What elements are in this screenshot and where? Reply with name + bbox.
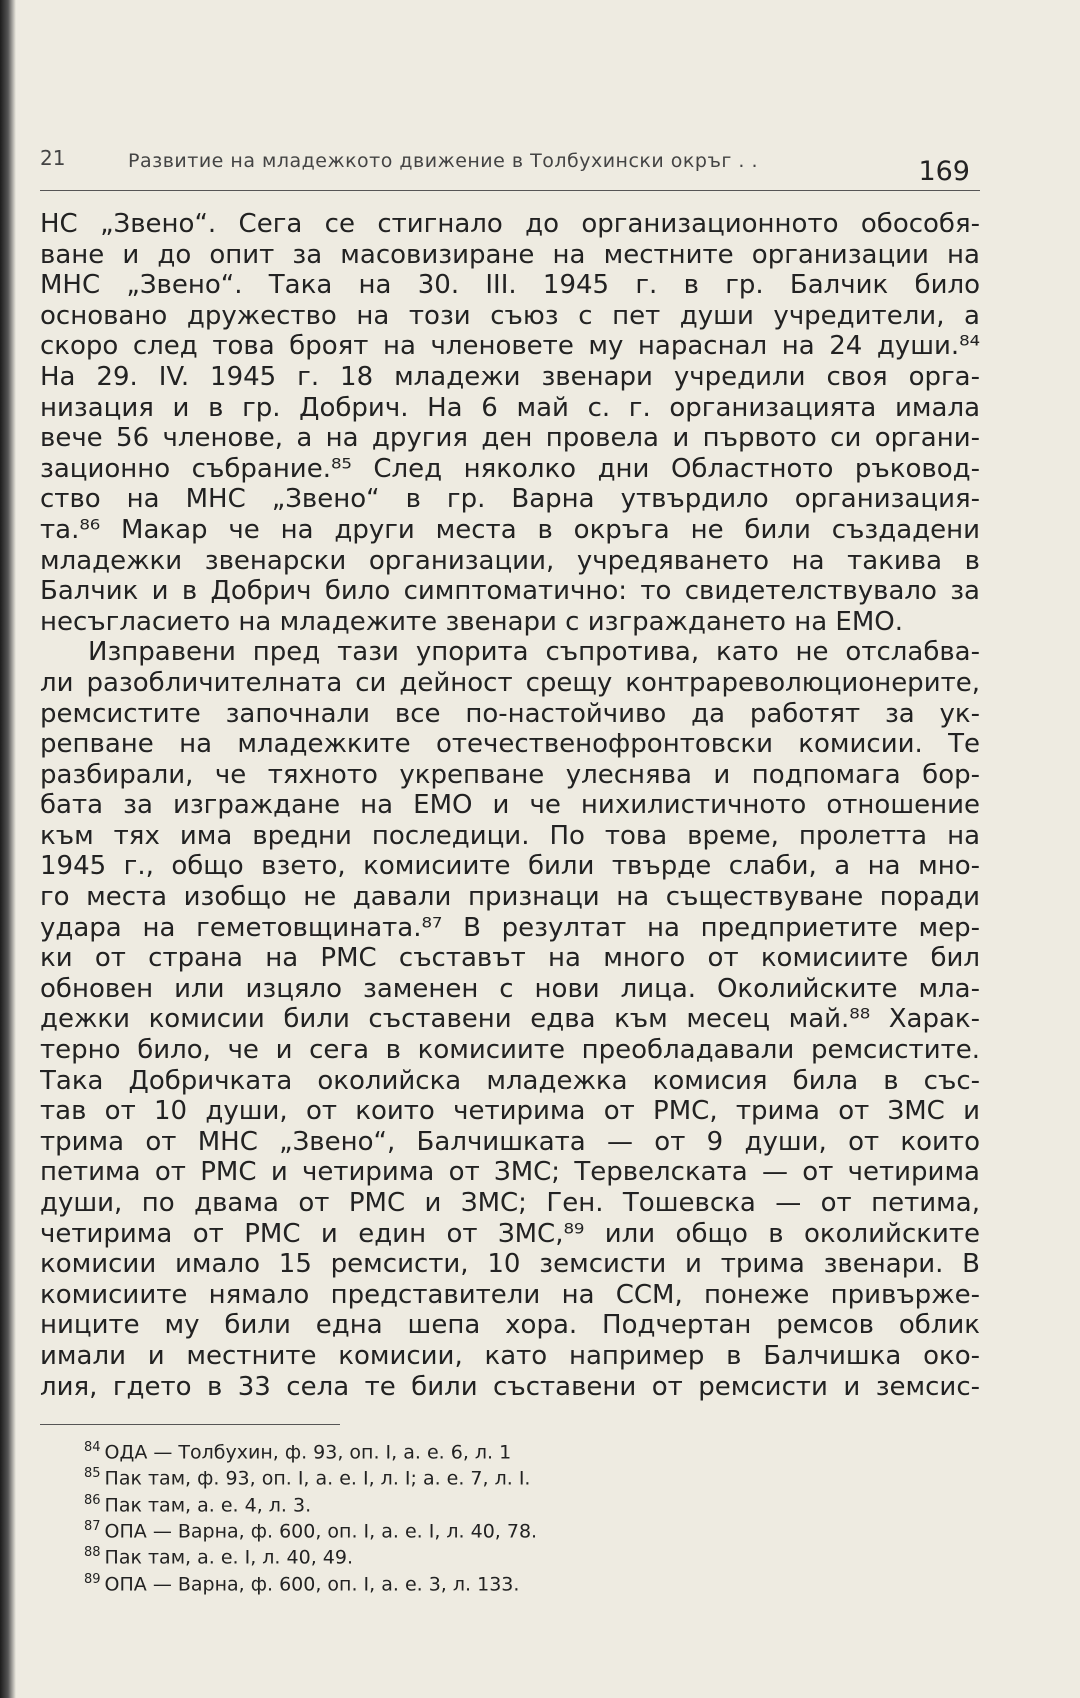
footnote-number: 86 — [84, 1492, 101, 1508]
body-line: комисии имало 15 ремсисти, 10 земсисти и трима звенари. В — [40, 1249, 980, 1280]
body-line: удара на геметовщината.⁸⁷ В резултат на предприетите мер- — [40, 912, 980, 943]
body-line: имали и местните комисии, като например в Балчишка око- — [40, 1340, 980, 1371]
running-header — [40, 140, 980, 191]
footnote-number: 88 — [84, 1545, 101, 1561]
footnote-number: 84 — [84, 1440, 101, 1456]
body-line: разбирали, че тяхното укрепване улеснява и подпомага бор- — [40, 759, 980, 790]
body-line: лия, гдето в 33 села те били съставени от ремсисти и земсис- — [40, 1371, 980, 1402]
footnote-item — [84, 1437, 980, 1463]
body-line: бата за изграждане на ЕМО и че нихилистичното отношение — [40, 790, 980, 821]
body-line: основано дружество на този съюз с пет души учредители, а — [40, 300, 980, 331]
body-line: тав от 10 души, от които четирима от РМС, трима от ЗМС и — [40, 1096, 980, 1127]
body-line: репване на младежките отечественофронтовски комисии. Те — [40, 729, 980, 760]
body-line: ване и до опит за масовизиране на местните организации на — [40, 239, 980, 270]
section-number: 21 — [40, 146, 66, 170]
footnote-item — [84, 1463, 980, 1489]
body-line: обновен или изцяло заменен с нови лица. Околийските мла- — [40, 973, 980, 1004]
body-line: Балчик и в Добрич било симптоматично: то свидетелствувало за — [40, 576, 980, 607]
body-line: четирима от РМС и един от ЗМС,⁸⁹ или общо в околийските — [40, 1218, 980, 1249]
body-line: ство на МНС „Звено“ в гр. Варна утвърдило организация- — [40, 484, 980, 515]
book-binding-edge — [0, 0, 16, 1698]
running-title: Развитие на младежкото движение в Толбухински окръг . . — [128, 150, 759, 172]
body-line: зационно събрание.⁸⁵ След няколко дни Областното ръковод- — [40, 453, 980, 484]
body-line: младежки звенарски организации, учредяването на такива в — [40, 545, 980, 576]
footnote-divider — [40, 1424, 340, 1425]
body-line: Така Добричката околийска младежка комисия била в със- — [40, 1065, 980, 1096]
footnote-item — [84, 1542, 980, 1568]
body-line: несъгласието на младежите звенари с изграждането на ЕМО. — [40, 606, 903, 637]
book-page — [40, 140, 980, 1680]
page-number: 169 — [918, 156, 970, 187]
footnote-item — [84, 1569, 980, 1595]
footnote-text: Пак там, а. е. 4, л. 3. — [104, 1494, 312, 1517]
body-line: ремсистите започнали все по-настойчиво да работят за ук- — [40, 698, 980, 729]
footnote-item — [84, 1490, 980, 1516]
body-text — [40, 209, 980, 1402]
body-line: Изправени пред тази упорита съпротива, като не отслабва- — [88, 637, 980, 668]
body-line: комисиите нямало представители на ССМ, понеже привърже- — [40, 1279, 980, 1310]
footnotes — [40, 1437, 980, 1595]
footnote-number: 89 — [84, 1571, 101, 1587]
body-line: трима от МНС „Звено“, Балчишката — от 9 души, от които — [40, 1126, 980, 1157]
footnote-text: ОПА — Варна, ф. 600, оп. I, а. е. I, л. 40, 78. — [104, 1520, 538, 1543]
body-line: петима от РМС и четирима от ЗМС; Тервелската — от четирима — [40, 1157, 980, 1188]
footnote-number: 85 — [84, 1466, 101, 1482]
footnote-item — [84, 1516, 980, 1542]
body-line: НС „Звено“. Сега се стигнало до организационното обособя- — [40, 209, 980, 239]
body-line: души, по двама от РМС и ЗМС; Ген. Тошевска — от петима, — [40, 1188, 980, 1218]
footnote-text: Пак там, ф. 93, оп. I, а. е. I, л. I; а. е. 7, л. I. — [104, 1467, 531, 1490]
body-line: та.⁸⁶ Макар че на други места в окръга не били създадени — [40, 514, 980, 545]
footnote-text: ОДА — Толбухин, ф. 93, оп. I, а. е. 6, л. 1 — [104, 1441, 512, 1464]
body-line: ниците му били една шепа хора. Подчертан ремсов облик — [40, 1310, 980, 1341]
body-line: На 29. IV. 1945 г. 18 младежи звенари учредили своя орга- — [40, 361, 980, 392]
footnote-text: ОПА — Варна, ф. 600, оп. I, а. е. 3, л. 133. — [104, 1573, 520, 1596]
body-line: скоро след това броят на членовете му нараснал на 24 души.⁸⁴ — [40, 331, 980, 362]
body-line: 1945 г., общо взето, комисиите били твърде слаби, а на мно- — [40, 851, 980, 882]
body-line: ли разобличителната си дейност срещу контрареволюционерите, — [40, 667, 980, 698]
body-line: го места изобщо не давали признаци на съществуване поради — [40, 882, 980, 913]
footnote-text: Пак там, а. е. I, л. 40, 49. — [104, 1546, 353, 1569]
footnote-number: 87 — [84, 1519, 101, 1535]
body-line: низация и в гр. Добрич. На 6 май с. г. организацията имала — [40, 392, 980, 423]
body-line: ки от страна на РМС съставът на много от комисиите бил — [40, 943, 980, 974]
body-line: МНС „Звено“. Така на 30. III. 1945 г. в гр. Балчик било — [40, 270, 980, 301]
body-line: терно било, че и сега в комисиите преобладавали ремсистите. — [40, 1035, 980, 1066]
body-line: към тях има вредни последици. По това време, пролетта на — [40, 820, 980, 851]
body-line: вече 56 членове, а на другия ден провела и първото си органи- — [40, 423, 980, 454]
body-line: дежки комисии били съставени едва към месец май.⁸⁸ Харак- — [40, 1004, 980, 1035]
